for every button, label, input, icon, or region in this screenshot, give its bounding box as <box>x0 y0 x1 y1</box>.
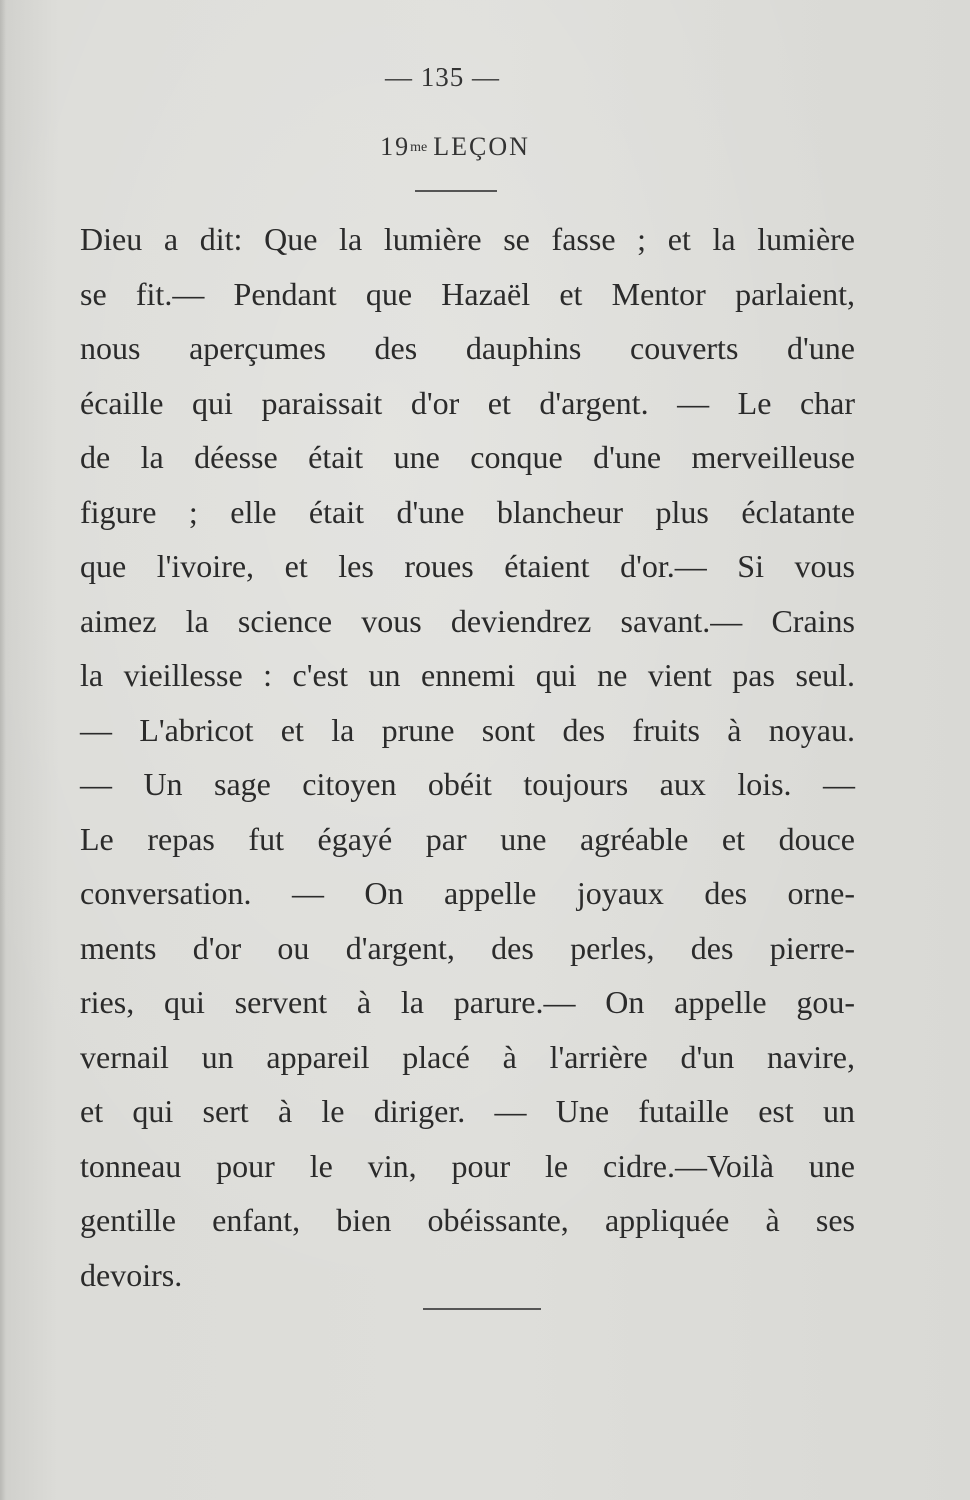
text-line: conversation. — On appelle joyaux des orne- <box>80 875 855 911</box>
text-line: devoirs. <box>80 1256 183 1293</box>
closing-divider <box>423 1308 541 1310</box>
text-line: vernail un appareil placé à l'arrière d'un navire, <box>80 1038 855 1075</box>
text-line: tonneau pour le vin, pour le cidre.—Voilà une <box>80 1147 855 1184</box>
lesson-title <box>0 132 910 162</box>
text-line: de la déesse était une conque d'une merveilleuse <box>80 439 855 475</box>
text-line: la vieillesse : c'est un ennemi qui ne vient pas seul. <box>80 657 855 693</box>
text-line: que l'ivoire, et les roues étaient d'or.— Si vous <box>80 548 855 584</box>
lesson-text <box>80 212 855 1302</box>
text-line: gentille enfant, bien obéissante, appliquée à ses <box>80 1202 855 1238</box>
page-number: — 135 — <box>385 62 500 92</box>
lesson-word: LEÇON <box>433 132 530 161</box>
text-line: ments d'or ou d'argent, des perles, des pierre- <box>80 929 855 966</box>
lesson-number-suffix: me <box>410 140 428 155</box>
text-line: Dieu a dit: Que la lumière se fasse ; et la lumière <box>80 221 855 257</box>
text-line: Le repas fut égayé par une agréable et douce <box>80 820 855 857</box>
text-line: écaille qui paraissait d'or et d'argent. — Le char <box>80 384 855 421</box>
title-divider <box>415 190 497 192</box>
lesson-number: 19 <box>380 132 411 161</box>
text-line: et qui sert à le diriger. — Une futaille est un <box>80 1093 855 1129</box>
text-line: ries, qui servent à la parure.— On appelle gou- <box>80 984 855 1020</box>
page-left-edge <box>0 0 6 1500</box>
text-line: se fit.— Pendant que Hazaël et Mentor parlaient, <box>80 275 855 312</box>
text-line: — L'abricot et la prune sont des fruits à noyau. <box>80 711 855 748</box>
text-line: figure ; elle était d'une blancheur plus éclatante <box>80 493 855 530</box>
text-line: aimez la science vous deviendrez savant.— Crains <box>80 602 855 639</box>
text-line: — Un sage citoyen obéit toujours aux lois. — <box>80 766 855 802</box>
text-line: nous aperçumes des dauphins couverts d'une <box>80 330 855 366</box>
